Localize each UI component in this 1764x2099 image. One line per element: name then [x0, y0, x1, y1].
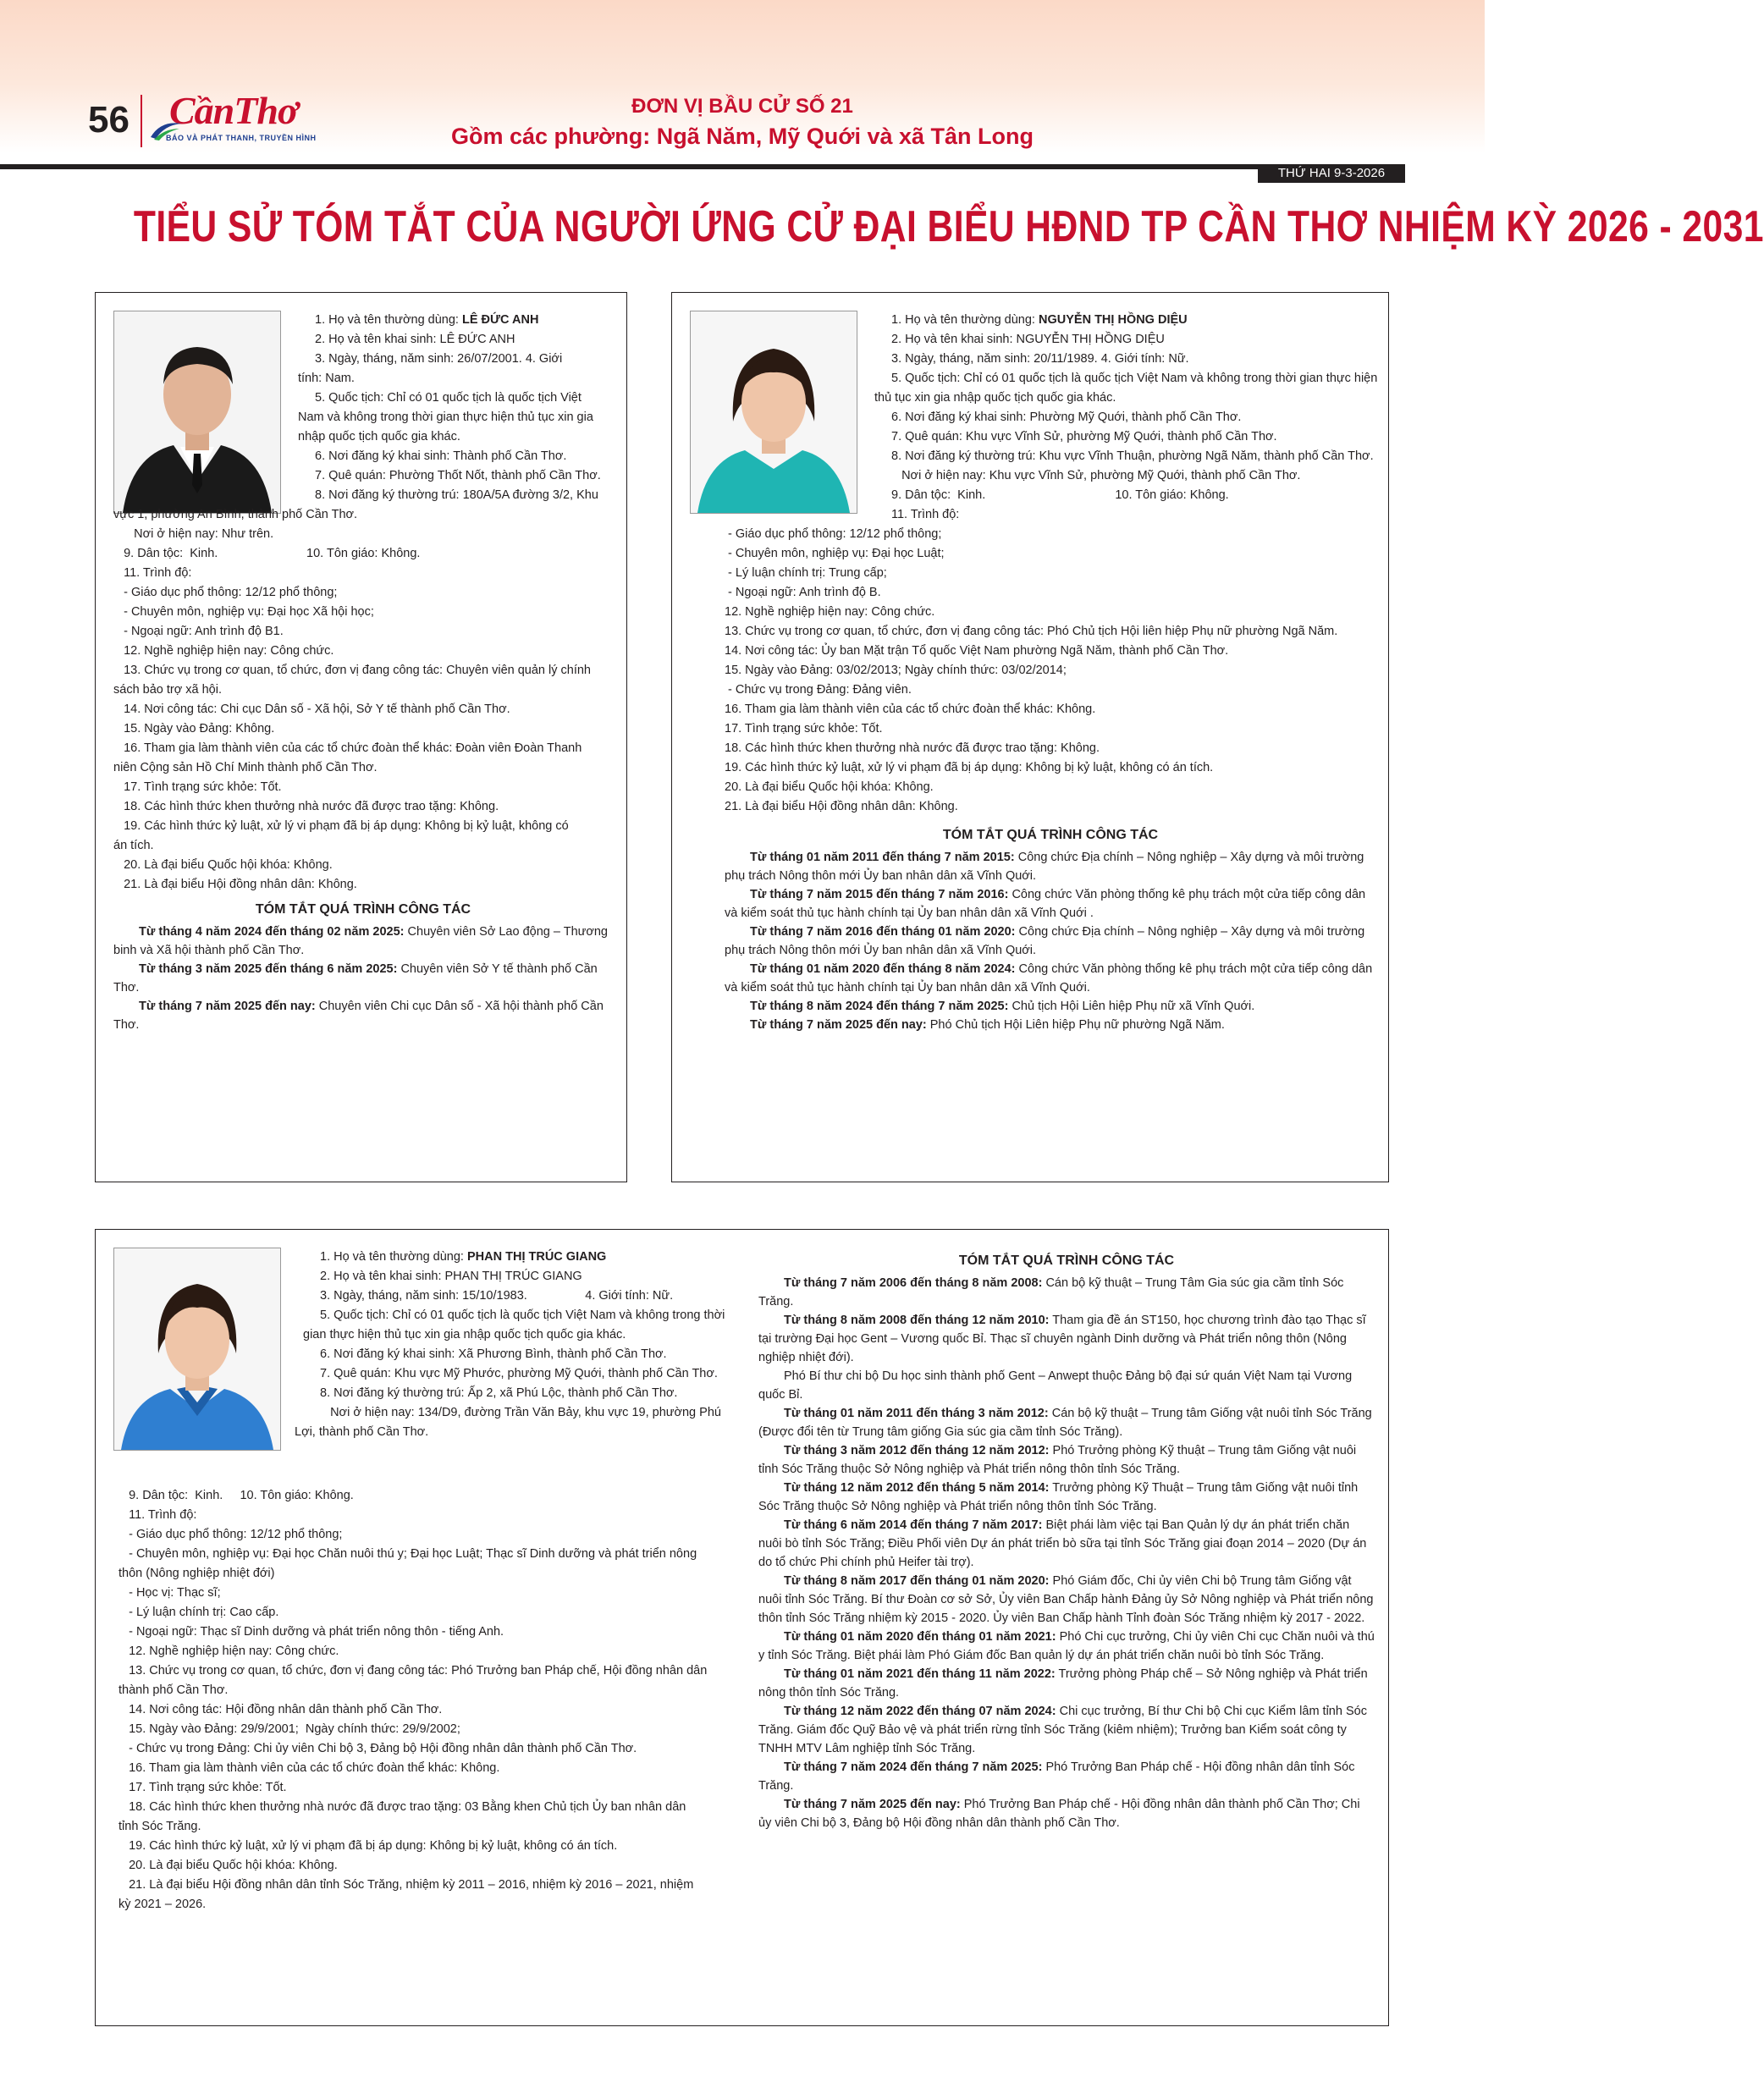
- candidate-3-details: [295, 1248, 725, 1442]
- c1-line: nhập quốc tịch quốc gia khác.: [298, 430, 460, 443]
- c3-line: 8. Nơi đăng ký thường trú: Ấp 2, xã Phú Lộc, thành phố Cần Thơ.: [320, 1386, 678, 1400]
- c2-work-entry: Từ tháng 7 năm 2015 đến tháng 7 năm 2016: Công chức Văn phòng thống kê phụ trách một cửa tiếp công dân và kiểm soát thủ tục hành chính tại Ủy ban nhân dân xã Vĩnh Quới .: [725, 888, 1366, 920]
- c3-line: 19. Các hình thức kỷ luật, xử lý vi phạm đã bị áp dụng: Không bị kỷ luật, không có án tích.: [119, 1839, 618, 1853]
- c3-line: 13. Chức vụ trong cơ quan, tổ chức, đơn vị đang công tác: Phó Trưởng ban Pháp chế, Hội đồng nhân dân: [119, 1664, 708, 1678]
- c2-line: 18. Các hình thức khen thưởng nhà nước đã được trao tặng: Không.: [725, 741, 1100, 755]
- c3-work-entry: Từ tháng 12 năm 2012 đến tháng 5 năm 2014: Trưởng phòng Kỹ Thuật – Trung tâm Giống vật nuôi tỉnh Sóc Trăng thuộc Sở Nông nghiệp và Phát triển nông thôn tỉnh Sóc Trăng.: [758, 1481, 1359, 1513]
- candidate-3-work: [758, 1251, 1375, 1832]
- c1-line: 21. Là đại biểu Hội đồng nhân dân: Không.: [113, 878, 357, 891]
- page-headline: TIỂU SỬ TÓM TẮT CỦA NGƯỜI ỨNG CỬ ĐẠI BIỂU HĐND TP CẦN THƠ NHIỆM KỲ 2026 - 2031: [133, 202, 1764, 251]
- c3-line: 1. Họ và tên thường dùng: PHAN THỊ TRÚC GIANG: [320, 1250, 607, 1264]
- c3-line: - Giáo dục phổ thông: 12/12 phổ thông;: [119, 1528, 343, 1541]
- c3-line: 20. Là đại biểu Quốc hội khóa: Không.: [119, 1859, 338, 1872]
- c2-line: 17. Tình trạng sức khỏe: Tốt.: [725, 722, 883, 735]
- c3-line: 17. Tình trạng sức khỏe: Tốt.: [119, 1781, 287, 1794]
- c1-line: sách bảo trợ xã hội.: [113, 683, 222, 697]
- c2-line: 19. Các hình thức kỷ luật, xử lý vi phạm đã bị áp dụng: Không bị kỷ luật, không có án tích.: [725, 761, 1214, 774]
- c3-line: 7. Quê quán: Khu vực Mỹ Phước, phường Mỹ Quới, thành phố Cần Thơ.: [320, 1367, 718, 1380]
- candidate-photo-1: [113, 311, 281, 514]
- c2-line: - Chuyên môn, nghiệp vụ: Đại học Luật;: [725, 547, 945, 560]
- c2-line: 9. Dân tộc: Kinh. 10. Tôn giáo: Không.: [891, 488, 1229, 502]
- c3-line: 11. Trình độ:: [119, 1508, 197, 1522]
- c2-line: 3. Ngày, tháng, năm sinh: 20/11/1989. 4. Giới tính: Nữ.: [891, 352, 1189, 366]
- c1-line: vực 1, phường An Bình, thành phố Cần Thơ.: [113, 508, 358, 521]
- c1-line: - Ngoại ngữ: Anh trình độ B1.: [113, 625, 284, 638]
- c2-line: - Lý luận chính trị: Trung cấp;: [725, 566, 887, 580]
- c1-line: 3. Ngày, tháng, năm sinh: 26/07/2001. 4. Giới: [315, 352, 563, 366]
- c3-line: 21. Là đại biểu Hội đồng nhân dân tỉnh Sóc Trăng, nhiệm kỳ 2011 – 2016, nhiệm kỳ 2016 – 2021, nhiệm: [119, 1878, 694, 1892]
- c3-work-entry: Từ tháng 3 năm 2012 đến tháng 12 năm 2012: Phó Trưởng phòng Kỹ thuật – Trung tâm Giống vật nuôi tỉnh Sóc Trăng thuộc Sở Nông nghiệp và Phát triển nông thôn tỉnh Sóc Trăng.: [758, 1444, 1357, 1476]
- c3-line: 16. Tham gia làm thành viên của các tổ chức đoàn thể khác: Không.: [119, 1761, 500, 1775]
- c3-line: - Lý luận chính trị: Cao cấp.: [119, 1606, 279, 1619]
- c2-line: 11. Trình độ:: [891, 508, 960, 521]
- c2-work-entry: Từ tháng 7 năm 2025 đến nay: Phó Chủ tịch Hội Liên hiệp Phụ nữ phường Ngã Năm.: [750, 1018, 1225, 1032]
- c2-line: 7. Quê quán: Khu vực Vĩnh Sử, phường Mỹ Quới, thành phố Cần Thơ.: [891, 430, 1277, 443]
- c2-name: NGUYỄN THỊ HỒNG DIỆU: [1039, 313, 1188, 327]
- candidate-photo-3: [113, 1248, 281, 1451]
- c1-work-entry: Từ tháng 7 năm 2025 đến nay: Chuyên viên Chi cục Dân số - Xã hội thành phố Cần Thơ.: [113, 1000, 604, 1032]
- c3-work-entry: Từ tháng 7 năm 2025 đến nay: Phó Trưởng Ban Pháp chế - Hội đồng nhân dân thành phố Cần Thơ; Chi ủy viên Chi bộ 3, Đảng bộ Hội đồng nhân dân thành phố Cần Thơ.: [758, 1798, 1360, 1830]
- portrait-woman-icon: [114, 1248, 280, 1450]
- c2-line: 1. Họ và tên thường dùng: NGUYỄN THỊ HỒNG DIỆU: [891, 313, 1188, 327]
- c2-line: 5. Quốc tịch: Chỉ có 01 quốc tịch là quốc tịch Việt Nam và không trong thời gian thực hiện: [891, 372, 1378, 385]
- c1-line: 16. Tham gia làm thành viên của các tổ chức đoàn thể khác: Đoàn viên Đoàn Thanh: [113, 741, 582, 755]
- c2-line: 12. Nghề nghiệp hiện nay: Công chức.: [725, 605, 935, 619]
- c3-work-entry: Từ tháng 8 năm 2017 đến tháng 01 năm 2020: Phó Giám đốc, Chi ủy viên Chi bộ Trung tâm Giống vật nuôi tỉnh Sóc Trăng. Bí thư Đoàn cơ sở Sở, Ủy viên Ban Chấp hành Đảng ủy Sở Nông nghiệp và Phát triển nông thôn tỉnh Sóc Trăng nhiệm kỳ 2015 - 2020. Ủy viên Ban Chấp hành Tỉnh đoàn Sóc Trăng nhiệm kỳ 2017 - 2022.: [758, 1574, 1374, 1625]
- c3-work-entry: Từ tháng 8 năm 2008 đến tháng 12 năm 2010: Tham gia đề án ST150, học chương trình đào tạo Thạc sĩ tại trường Đại học Gent – Vương quốc Bỉ. Thạc sĩ chuyên ngành Dinh dưỡng và Phát triển nông thôn (Nông nghiệp nhiệt đới).: [758, 1314, 1366, 1364]
- c2-line: - Chức vụ trong Đảng: Đảng viên.: [725, 683, 912, 697]
- c1-line: Nam và không trong thời gian thực hiện thủ tục xin gia: [298, 410, 593, 424]
- c2-line: - Giáo dục phổ thông: 12/12 phổ thông;: [725, 527, 942, 541]
- c2-work-entry: Từ tháng 01 năm 2020 đến tháng 8 năm 2024: Công chức Văn phòng thống kê phụ trách một cửa tiếp công dân và kiểm soát thủ tục hành chính tại Ủy ban nhân dân xã Vĩnh Quới.: [725, 962, 1373, 994]
- c3-line: 3. Ngày, tháng, năm sinh: 15/10/1983. 4. Giới tính: Nữ.: [320, 1289, 674, 1303]
- c1-line: 5. Quốc tịch: Chỉ có 01 quốc tịch là quốc tịch Việt: [315, 391, 582, 405]
- c2-line: Nơi ở hiện nay: Khu vực Vĩnh Sử, phường Mỹ Quới, thành phố Cần Thơ.: [891, 469, 1301, 482]
- c3-line: 15. Ngày vào Đảng: 29/9/2001; Ngày chính thức: 29/9/2002;: [119, 1722, 460, 1736]
- c3-line: 12. Nghề nghiệp hiện nay: Công chức.: [119, 1644, 339, 1658]
- district-subtitle: Gồm các phường: Ngã Năm, Mỹ Quới và xã Tân Long: [450, 124, 1034, 149]
- c1-line: 12. Nghề nghiệp hiện nay: Công chức.: [113, 644, 334, 658]
- c1-line: 2. Họ và tên khai sinh: LÊ ĐỨC ANH: [315, 333, 515, 346]
- c3-line: 18. Các hình thức khen thưởng nhà nước đã được trao tặng: 03 Bằng khen Chủ tịch Ủy ban nhân dân: [119, 1800, 686, 1814]
- portrait-man-icon: [114, 311, 280, 513]
- c1-line: 1. Họ và tên thường dùng: LÊ ĐỨC ANH: [315, 313, 539, 327]
- c2-work-entry: Từ tháng 01 năm 2011 đến tháng 7 năm 2015: Công chức Địa chính – Nông nghiệp – Xây dựng và môi trường phụ trách Nông thôn mới Ủy ban nhân dân xã Vĩnh Quới.: [725, 851, 1364, 883]
- district-title: ĐƠN VỊ BẦU CỬ SỐ 21: [631, 95, 853, 118]
- c1-line: niên Cộng sản Hồ Chí Minh thành phố Cần Thơ.: [113, 761, 378, 774]
- c1-work-entry: Từ tháng 3 năm 2025 đến tháng 6 năm 2025: Chuyên viên Sở Y tế thành phố Cần Thơ.: [113, 962, 598, 994]
- page-number: 56: [88, 99, 130, 140]
- candidate-2-details: [874, 311, 1378, 525]
- c2-line: 6. Nơi đăng ký khai sinh: Phường Mỹ Quới, thành phố Cần Thơ.: [891, 410, 1242, 424]
- candidate-photo-2: [690, 311, 857, 514]
- c1-line: 19. Các hình thức kỷ luật, xử lý vi phạm đã bị áp dụng: Không bị kỷ luật, không có: [113, 819, 569, 833]
- c3-work-entry: Từ tháng 01 năm 2020 đến tháng 01 năm 2021: Phó Chi cục trưởng, Chi ủy viên Chi cục Chăn nuôi và thú y tỉnh Sóc Trăng. Biệt phái làm Phó Giám đốc Ban quản lý dự án phát triển chăn nuôi bò tỉnh Sóc Trăng.: [758, 1630, 1375, 1662]
- candidate-1-details-cont: [113, 505, 613, 1034]
- c1-line: 11. Trình độ:: [113, 566, 192, 580]
- c2-line: 15. Ngày vào Đảng: 03/02/2013; Ngày chính thức: 03/02/2014;: [725, 664, 1067, 677]
- c1-line: 20. Là đại biểu Quốc hội khóa: Không.: [113, 858, 333, 872]
- c1-line: Nơi ở hiện nay: Như trên.: [113, 527, 274, 541]
- c1-line: 13. Chức vụ trong cơ quan, tổ chức, đơn vị đang công tác: Chuyên viên quản lý chính: [113, 664, 591, 677]
- c3-work-entry: Từ tháng 01 năm 2021 đến tháng 11 năm 2022: Trưởng phòng Pháp chế – Sở Nông nghiệp và Phát triển nông thôn tỉnh Sóc Trăng.: [758, 1667, 1368, 1700]
- c2-line: 20. Là đại biểu Quốc hội khóa: Không.: [725, 780, 934, 794]
- c3-line: 14. Nơi công tác: Hội đồng nhân dân thành phố Cần Thơ.: [119, 1703, 443, 1716]
- c2-work-entry: Từ tháng 7 năm 2016 đến tháng 01 năm 2020: Công chức Địa chính – Nông nghiệp – Xây dựng và môi trường phụ trách Nông thôn mới Ủy ban nhân dân xã Vĩnh Quới.: [725, 925, 1365, 957]
- c3-line: 5. Quốc tịch: Chỉ có 01 quốc tịch là quốc tịch Việt Nam và không trong thời: [320, 1308, 725, 1322]
- c3-name: PHAN THỊ TRÚC GIANG: [467, 1250, 607, 1264]
- c2-line: 21. Là đại biểu Hội đồng nhân dân: Không.: [725, 800, 958, 813]
- c2-line: thủ tục xin gia nhập quốc tịch quốc gia khác.: [874, 391, 1116, 405]
- c1-line: 15. Ngày vào Đảng: Không.: [113, 722, 275, 735]
- candidate-2-details-cont: [725, 525, 1376, 1034]
- c2-line: 14. Nơi công tác: Ủy ban Mặt trận Tổ quốc Việt Nam phường Ngã Năm, thành phố Cần Thơ.: [725, 644, 1229, 658]
- c2-line: 8. Nơi đăng ký thường trú: Khu vực Vĩnh Thuận, phường Ngã Năm, thành phố Cần Thơ.: [891, 449, 1374, 463]
- c3-line: gian thực hiện thủ tục xin gia nhập quốc tịch quốc gia khác.: [303, 1328, 626, 1341]
- candidate-3-details-cont: [119, 1486, 736, 1914]
- c3-line: thành phố Cần Thơ.: [119, 1683, 229, 1697]
- c3-work-entry: Phó Bí thư chi bộ Du học sinh thành phố Gent – Anwept thuộc Đảng bộ đại sứ quán Việt Nam tại Vương quốc Bỉ.: [758, 1369, 1353, 1402]
- c1-line: 7. Quê quán: Phường Thốt Nốt, thành phố Cần Thơ.: [315, 469, 601, 482]
- c1-line: tính: Nam.: [298, 372, 355, 385]
- c3-line: - Chức vụ trong Đảng: Chi ủy viên Chi bộ 3, Đảng bộ Hội đồng nhân dân thành phố Cần Thơ.: [119, 1742, 637, 1755]
- c2-line: - Ngoại ngữ: Anh trình độ B.: [725, 586, 881, 599]
- c2-work-entry: Từ tháng 8 năm 2024 đến tháng 7 năm 2025: Chủ tịch Hội Liên hiệp Phụ nữ xã Vĩnh Quới.: [750, 1000, 1255, 1013]
- c2-line: 2. Họ và tên khai sinh: NGUYỄN THỊ HỒNG DIỆU: [891, 333, 1165, 346]
- c3-line: Nơi ở hiện nay: 134/D9, đường Trần Văn Bảy, khu vực 19, phường Phú: [320, 1406, 721, 1419]
- c1-line: 17. Tình trạng sức khỏe: Tốt.: [113, 780, 282, 794]
- portrait-woman-icon: [691, 311, 857, 513]
- c3-work-entry: Từ tháng 7 năm 2024 đến tháng 7 năm 2025: Phó Trưởng Ban Pháp chế - Hội đồng nhân dân tỉnh Sóc Trăng.: [758, 1760, 1355, 1793]
- header-rule: [0, 164, 1405, 169]
- c3-line: 2. Họ và tên khai sinh: PHAN THỊ TRÚC GIANG: [320, 1270, 582, 1283]
- c1-line: 14. Nơi công tác: Chi cục Dân số - Xã hội, Sở Y tế thành phố Cần Thơ.: [113, 702, 510, 716]
- c1-line: - Chuyên môn, nghiệp vụ: Đại học Xã hội học;: [113, 605, 374, 619]
- c3-line: 9. Dân tộc: Kinh. 10. Tôn giáo: Không.: [119, 1489, 354, 1502]
- c3-work-entry: Từ tháng 12 năm 2022 đến tháng 07 năm 2024: Chi cục trưởng, Bí thư Chi bộ Chi cục Kiểm lâm tỉnh Sóc Trăng. Giám đốc Quỹ Bảo vệ và phát triển rừng tỉnh Sóc Trăng (kiêm nhiệm); Trưởng ban Kiểm soát công ty TNHH MTV Lâm nghiệp tỉnh Sóc Trăng.: [758, 1705, 1367, 1755]
- c3-line: thôn (Nông nghiệp nhiệt đới): [119, 1567, 275, 1580]
- issue-date: THỨ HAI 9-3-2026: [1258, 164, 1405, 183]
- c2-line: 13. Chức vụ trong cơ quan, tổ chức, đơn vị đang công tác: Phó Chủ tịch Hội liên hiệp Phụ nữ phường Ngã Năm.: [725, 625, 1338, 638]
- c3-work-entry: Từ tháng 7 năm 2006 đến tháng 8 năm 2008: Cán bộ kỹ thuật – Trung Tâm Gia súc gia cầm tỉnh Sóc Trăng.: [758, 1276, 1344, 1308]
- logo-subtitle: BÁO VÀ PHÁT THANH, TRUYỀN HÌNH: [166, 134, 317, 142]
- c3-work-heading: TÓM TẮT QUÁ TRÌNH CÔNG TÁC: [958, 1253, 1175, 1268]
- c2-line: 16. Tham gia làm thành viên của các tổ chức đoàn thể khác: Không.: [725, 702, 1096, 716]
- c2-work-heading: TÓM TẮT QUÁ TRÌNH CÔNG TÁC: [942, 828, 1159, 842]
- c1-line: 8. Nơi đăng ký thường trú: 180A/5A đường 3/2, Khu: [315, 488, 598, 502]
- c3-work-entry: Từ tháng 01 năm 2011 đến tháng 3 năm 2012: Cán bộ kỹ thuật – Trung tâm Giống vật nuôi tỉnh Sóc Trăng (Được đổi tên từ Trung tâm giống Gia súc gia cầm tỉnh Sóc Trăng).: [758, 1407, 1372, 1439]
- c1-line: - Giáo dục phổ thông: 12/12 phổ thông;: [113, 586, 338, 599]
- c3-work-entry: Từ tháng 6 năm 2014 đến tháng 7 năm 2017: Biệt phái làm việc tại Ban Quản lý dự án phát triển chăn nuôi bò tỉnh Sóc Trăng; Điều Phối viên Dự án phát triển bò sữa tại tỉnh Sóc Trăng giai đoạn 2014 – 2020 (Dự án do tổ chức Phi chính phủ Heifer tài trợ).: [758, 1518, 1367, 1569]
- c3-line: tỉnh Sóc Trăng.: [119, 1820, 201, 1833]
- c1-line: 6. Nơi đăng ký khai sinh: Thành phố Cần Thơ.: [315, 449, 567, 463]
- c1-line: 18. Các hình thức khen thưởng nhà nước đã được trao tặng: Không.: [113, 800, 499, 813]
- c1-work-entry: Từ tháng 4 năm 2024 đến tháng 02 năm 2025: Chuyên viên Sở Lao động – Thương binh và Xã hội thành phố Cần Thơ.: [113, 925, 608, 957]
- c3-line: - Học vị: Thạc sĩ;: [119, 1586, 221, 1600]
- c1-line: án tích.: [113, 839, 154, 852]
- c3-line: - Chuyên môn, nghiệp vụ: Đại học Chăn nuôi thú y; Đại học Luật; Thạc sĩ Dinh dưỡng và phát triển nông: [119, 1547, 697, 1561]
- c3-line: - Ngoại ngữ: Thạc sĩ Dinh dưỡng và phát triển nông thôn - tiếng Anh.: [119, 1625, 504, 1639]
- c3-line: Lợi, thành phố Cần Thơ.: [295, 1425, 429, 1439]
- c1-name: LÊ ĐỨC ANH: [462, 313, 539, 327]
- c1-work-heading: TÓM TẮT QUÁ TRÌNH CÔNG TÁC: [255, 902, 471, 917]
- candidate-1-details: [298, 311, 601, 505]
- logo-text: CầnThơ: [169, 89, 298, 132]
- c3-line: kỳ 2021 – 2026.: [119, 1898, 207, 1911]
- c3-line: 6. Nơi đăng ký khai sinh: Xã Phương Bình, thành phố Cần Thơ.: [320, 1347, 667, 1361]
- c1-line: 9. Dân tộc: Kinh. 10. Tôn giáo: Không.: [113, 547, 421, 560]
